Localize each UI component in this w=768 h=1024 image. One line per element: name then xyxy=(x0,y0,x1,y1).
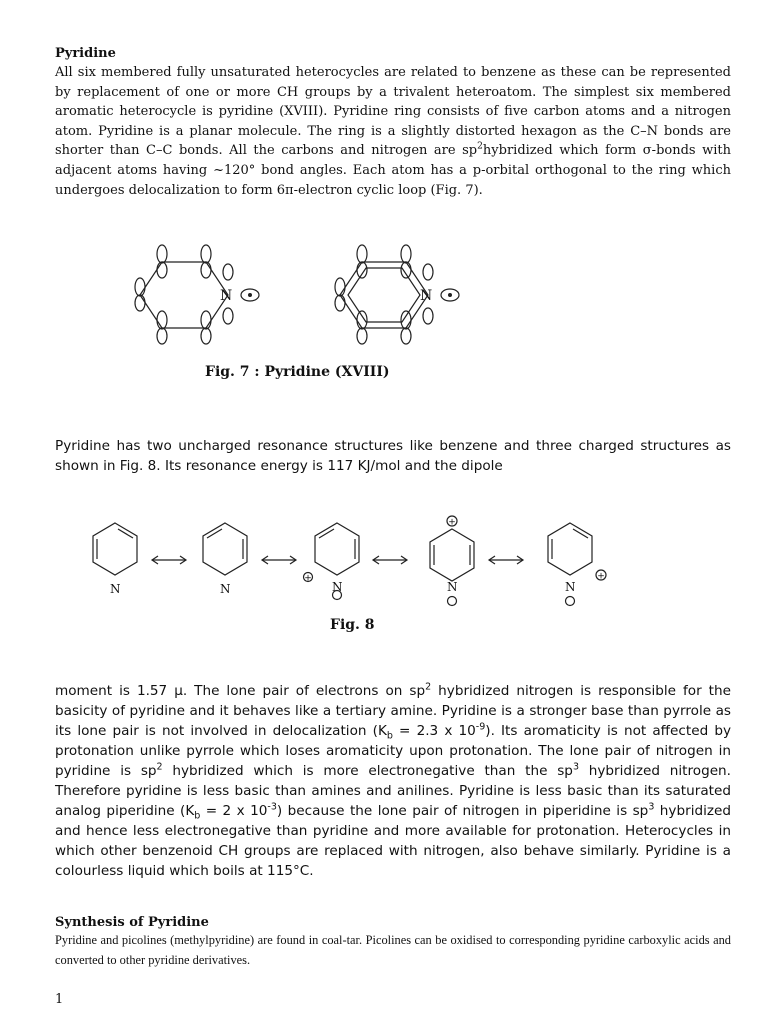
basicity-s5: -3 xyxy=(267,801,277,813)
intro-sup: 2 xyxy=(477,142,483,153)
fig8-plus-3: + xyxy=(304,573,312,584)
fig8-resonance-structures xyxy=(80,515,620,615)
fig8-plus-5: + xyxy=(597,571,605,582)
basicity-s6: 3 xyxy=(648,801,655,813)
basicity-t7: = 2 x 10 xyxy=(200,803,268,819)
basicity-s2: -9 xyxy=(475,721,486,733)
intro-text-b: hybridized which form σ-bonds with adjacent atoms having ~120° bond angles. Each atom has a p-orbital orthogonal to the ring which undergoes delocalization to form 6π-electron cyclic loop (Fig. 7). xyxy=(55,143,732,198)
synthesis-paragraph: Pyridine and picolines (methylpyridine) are found in coal-tar. Picolines can be oxidised to corresponding pyridine carboxylic acids and converted to other pyridine derivatives. xyxy=(55,933,731,967)
basicity-t3: = 2.3 x 10 xyxy=(392,723,476,739)
basicity-t1: moment is 1.57 μ. The lone pair of electrons on sp xyxy=(55,683,426,699)
basicity-b1: b xyxy=(386,730,393,742)
fig7-orbital-diagram xyxy=(120,240,480,350)
fig7-n-left: N xyxy=(220,288,233,304)
basicity-t2: hybridized nitrogen is responsible for the basicity of pyridine and it behaves like a tertiary amine. Pyridine is a stronger base than pyrrole as its lone pair is not involved in delocalization (K xyxy=(55,683,731,739)
fig7-left-ring xyxy=(140,262,228,328)
fig8-resonance-arrows xyxy=(152,556,523,564)
fig8-plus-4: + xyxy=(448,517,456,528)
fig8-n-5: N xyxy=(565,580,576,594)
basicity-t8: ) because the lone pair of nitrogen in piperidine is sp xyxy=(276,803,649,819)
basicity-s4: 3 xyxy=(572,761,579,773)
fig8-n-3: N xyxy=(332,580,343,594)
section-heading-pyridine: Pyridine xyxy=(55,46,116,61)
fig7-caption: Fig. 7 : Pyridine (XVIII) xyxy=(205,364,390,380)
basicity-t4: ). Its aromaticity is not affected by protonation unlike pyrrole which loses aromaticity upon protonation. The lone pair of nitrogen in pyridine is sp xyxy=(55,723,732,779)
basicity-s3: 2 xyxy=(156,761,163,773)
intro-text-a: All six membered fully unsaturated heterocycles are related to benzene as these can be represented by replacement of one or more CH groups by a trivalent heteroatom. The simplest six membered aromatic heterocycle is pyridine (XVIII). Pyridine ring consists of five carbon atoms and a nitrogen atom. Pyridine is a planar molecule. The ring is a slightly distorted hexagon as the C–N bonds are shorter than C–C bonds. All the carbons and nitrogen are sp xyxy=(55,65,731,159)
basicity-b2: b xyxy=(194,810,201,822)
fig8-n-4: N xyxy=(447,580,458,594)
fig7-left-orbitals xyxy=(135,245,259,344)
basicity-t6: hybridized nitrogen. Therefore pyridine is less basic than amines and anilines. Pyridine is less basic than its saturated analog piperidine (K xyxy=(55,763,731,819)
fig8-structure-5 xyxy=(548,523,606,606)
basicity-t5: hybridized which is more electronegative than the sp xyxy=(162,763,573,779)
intro-paragraph xyxy=(55,63,731,200)
fig7-n-right: N xyxy=(420,288,433,304)
fig8-structure-2 xyxy=(203,523,247,575)
basicity-s1: 2 xyxy=(425,681,432,693)
resonance-paragraph: Pyridine has two uncharged resonance structures like benzene and three charged structures as shown in Fig. 8. Its resonance energy is 117 KJ/mol and the dipole xyxy=(55,438,731,474)
fig7-right-ring xyxy=(340,262,428,328)
basicity-paragraph xyxy=(55,681,731,881)
fig8-n-2: N xyxy=(220,582,231,596)
fig8-n-1: N xyxy=(110,582,121,596)
fig8-structure-1 xyxy=(93,523,137,575)
section-heading-synthesis: Synthesis of Pyridine xyxy=(55,915,209,930)
basicity-t9: hybridized and hence less electronegative than pyridine and more available for protonation. Heterocycles in which other benzenoid CH groups are replaced with nitrogen, also behave similarly. Pyridine is a colourless liquid which boils at 115°C. xyxy=(55,803,731,879)
page-number: 1 xyxy=(55,992,64,1007)
fig8-caption: Fig. 8 xyxy=(330,617,375,633)
fig7-right-orbitals xyxy=(335,245,459,344)
